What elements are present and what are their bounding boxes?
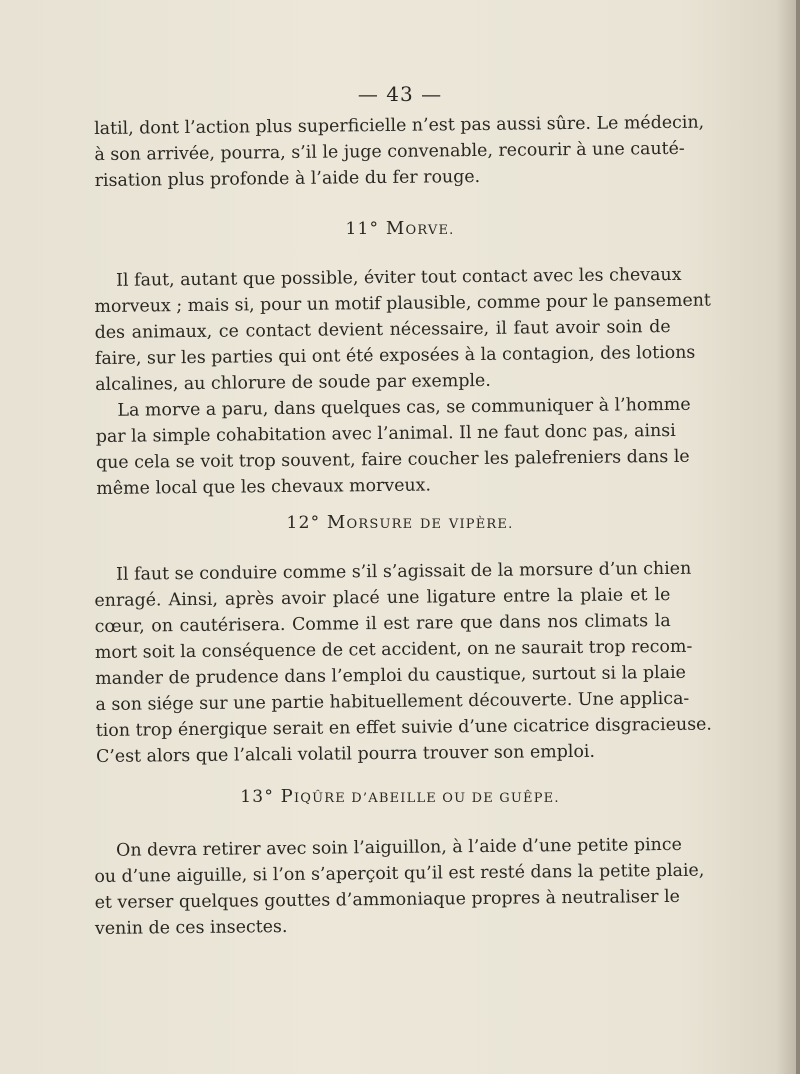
text-line: tion trop énergique serait en effet suivie d’une cicatrice disgracieuse. xyxy=(95,714,712,741)
text-line: cœur, on cautérisera. Comme il est rare que dans nos climats la xyxy=(94,610,671,637)
text-line: que cela se voit trop souvent, faire coucher les palefreniers dans le xyxy=(95,446,690,473)
section-morve-paragraph-1 xyxy=(94,262,711,502)
page-edge xyxy=(796,0,800,1074)
section-heading-piqure xyxy=(0,786,800,807)
section-number: 13° xyxy=(240,787,275,807)
text-line: On devra retirer avec soin l’aiguillon, à l’aide d’une petite pince xyxy=(116,834,682,861)
text-line: enragé. Ainsi, après avoir placé une ligature entre la plaie et le xyxy=(94,584,671,611)
intro-paragraph xyxy=(94,110,705,194)
section-number: 11° xyxy=(345,219,380,239)
text-line: Il faut se conduire comme s’il s’agissait de la morsure d’un chien xyxy=(116,558,692,585)
heading-initial: M xyxy=(326,512,347,533)
heading-rest: ORSURE xyxy=(346,517,414,532)
section-morsure-paragraph xyxy=(94,556,712,770)
text-line: par la simple cohabitation avec l’animal. Il ne faut donc pas, ainsi xyxy=(95,420,676,447)
text-line: des animaux, ce contact devient nécessaire, il faut avoir soin de xyxy=(94,316,671,343)
heading-rest: ORVE. xyxy=(405,223,455,238)
text-line: mort soit la conséquence de cet accident, on ne saurait trop recom- xyxy=(94,636,693,663)
text-line: a son siége sur une partie habituellement découverte. Une applica- xyxy=(95,688,690,715)
section-piqure-paragraph xyxy=(94,832,705,942)
heading-initial: M xyxy=(385,218,406,239)
text-line: latil, dont l’action plus superficielle n’est pas aussi sûre. Le médecin, xyxy=(94,112,705,139)
text-line: C’est alors que l’alcali volatil pourra trouver son emploi. xyxy=(95,741,596,767)
text-line: morveux ; mais si, pour un motif plausible, comme pour le pansement xyxy=(94,290,711,317)
heading-rest: IQÛRE D’ABEILLE OU DE GUÊPE. xyxy=(293,791,560,806)
text-line: alcalines, au chlorure de soude par exemple. xyxy=(95,370,491,395)
page-number xyxy=(0,82,800,106)
text-line: et verser quelques gouttes d’ammoniaque propres à neutraliser le xyxy=(94,886,681,913)
text-line: à son arrivée, pourra, s’il le juge convenable, recourir à une cauté- xyxy=(94,138,685,165)
section-number: 12° xyxy=(286,513,321,533)
text-line: Il faut, autant que possible, éviter tout contact avec les chevaux xyxy=(116,264,682,291)
text-line: faire, sur les parties qui ont été exposées à la contagion, des lotions xyxy=(94,342,696,369)
heading-initial: P xyxy=(280,786,294,807)
text-line: mander de prudence dans l’emploi du caustique, surtout si la plaie xyxy=(95,662,687,689)
page-number-text: — 43 — xyxy=(357,82,443,106)
text-line: risation plus profonde à l’aide du fer rouge. xyxy=(94,166,481,191)
text-line: La morve a paru, dans quelques cas, se communiquer à l’homme xyxy=(117,394,691,421)
text-line: même local que les chevaux morveux. xyxy=(96,475,432,499)
section-heading-morve xyxy=(0,218,800,239)
heading-last: VIPÈRE. xyxy=(448,517,514,532)
text-line: venin de ces insectes. xyxy=(94,916,288,939)
heading-de: DE xyxy=(419,517,443,532)
section-heading-morsure xyxy=(0,512,800,533)
text-line: ou d’une aiguille, si l’on s’aperçoit qu’il est resté dans la petite plaie, xyxy=(94,860,705,887)
